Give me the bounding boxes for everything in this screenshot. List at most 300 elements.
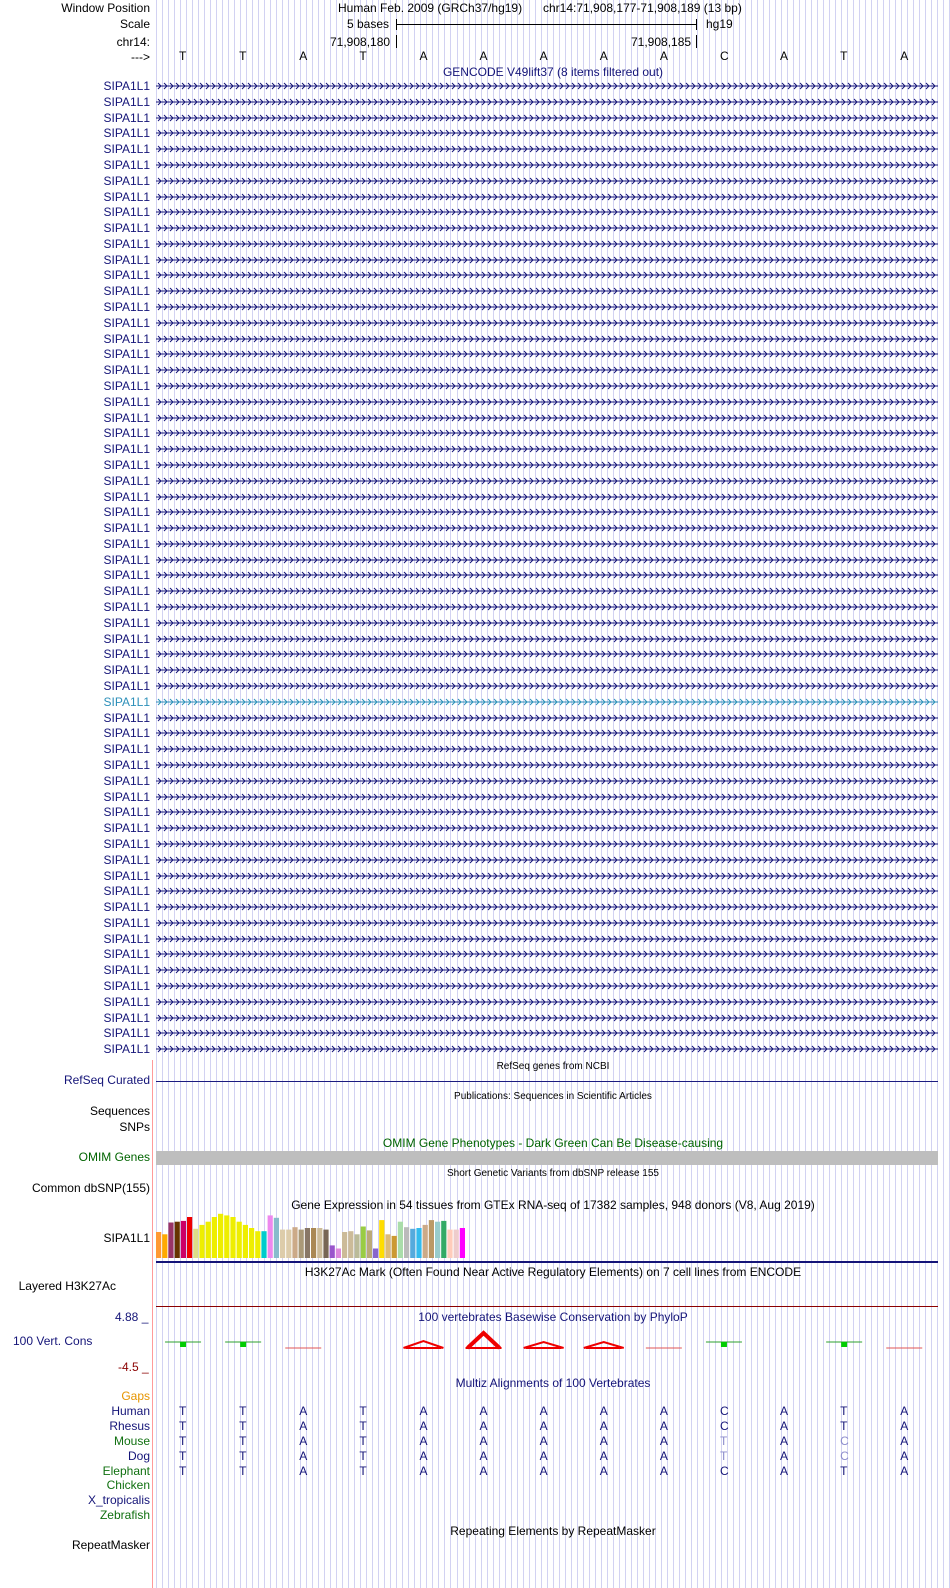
gencode-gene-label[interactable]: SIPA1L1: [103, 110, 150, 125]
gtex-tissue-bar[interactable]: [274, 1218, 279, 1258]
gencode-gene-label[interactable]: SIPA1L1: [103, 789, 150, 804]
gencode-gene-label[interactable]: SIPA1L1: [103, 284, 150, 299]
gencode-gene-label[interactable]: SIPA1L1: [103, 363, 150, 378]
gencode-gene-label[interactable]: SIPA1L1: [103, 868, 150, 883]
gencode-gene-label[interactable]: SIPA1L1: [103, 900, 150, 915]
base-letter: T: [359, 49, 367, 63]
base-letter: A: [479, 49, 488, 63]
dbsnp-track-label[interactable]: Common dbSNP(155): [31, 1181, 150, 1195]
gencode-gene-label[interactable]: SIPA1L1: [103, 931, 150, 946]
gtex-tissue-bar[interactable]: [156, 1232, 161, 1258]
species-label[interactable]: Zebrafish: [99, 1508, 150, 1523]
gencode-gene-label[interactable]: SIPA1L1: [103, 757, 150, 772]
gencode-transcript[interactable]: [156, 81, 938, 91]
gencode-transcript[interactable]: [156, 444, 938, 454]
repeatmasker-track-label[interactable]: RepeatMasker: [71, 1538, 150, 1552]
omim-track-title[interactable]: OMIM Gene Phenotypes - Dark Green Can Be Disease-causing: [382, 1136, 724, 1150]
scale-bar-right-tick: [696, 19, 697, 30]
alignment-base: A: [659, 1418, 668, 1433]
gencode-transcript[interactable]: [156, 855, 938, 865]
gtex-tissue-bar[interactable]: [224, 1215, 229, 1258]
dbsnp-track-title[interactable]: Short Genetic Variants from dbSNP release 155: [447, 1168, 659, 1179]
gtex-tissue-bar[interactable]: [317, 1228, 322, 1258]
gencode-gene-label[interactable]: SIPA1L1: [103, 647, 150, 662]
gencode-transcript[interactable]: [156, 334, 938, 344]
gencode-transcript[interactable]: [156, 397, 938, 407]
gencode-gene-label[interactable]: SIPA1L1: [103, 773, 150, 788]
gencode-gene-label[interactable]: SIPA1L1: [103, 205, 150, 220]
alignment-base: T: [359, 1463, 367, 1478]
alignment-base: A: [419, 1448, 428, 1463]
alignment-base: T: [179, 1463, 187, 1478]
gencode-transcript[interactable]: [156, 381, 938, 391]
base-letter: A: [539, 49, 548, 63]
alignment-base: A: [479, 1403, 488, 1418]
gencode-gene-label[interactable]: SIPA1L1: [103, 94, 150, 109]
gencode-gene-label[interactable]: SIPA1L1: [103, 915, 150, 930]
gtex-tissue-bar[interactable]: [460, 1228, 465, 1258]
gencode-gene-label[interactable]: SIPA1L1: [103, 521, 150, 536]
alignment-base: A: [479, 1418, 488, 1433]
base-letter: T: [239, 49, 247, 63]
alignment-base: T: [239, 1463, 247, 1478]
gtex-tissue-bar[interactable]: [447, 1230, 452, 1258]
gtex-tissue-bar[interactable]: [423, 1225, 428, 1258]
scale-text: 5 bases: [347, 17, 390, 31]
gencode-transcript[interactable]: [156, 792, 938, 802]
pubs-track-label-sequences[interactable]: Sequences: [89, 1104, 150, 1118]
gencode-gene-label[interactable]: SIPA1L1: [103, 710, 150, 725]
gtex-tissue-bar[interactable]: [193, 1229, 198, 1258]
gtex-tissue-bar[interactable]: [404, 1227, 409, 1258]
conservation-min-label: -4.5 _: [118, 1360, 149, 1374]
gtex-track-divider: [156, 1261, 938, 1263]
species-label[interactable]: Human: [111, 1403, 150, 1418]
gencode-transcript[interactable]: [156, 523, 938, 533]
gencode-gene-label[interactable]: SIPA1L1: [103, 505, 150, 520]
gtex-tissue-bar[interactable]: [398, 1222, 403, 1258]
gencode-transcript[interactable]: [156, 1013, 938, 1023]
pubs-track-title[interactable]: Publications: Sequences in Scientific Articles: [454, 1091, 652, 1102]
alignment-base: A: [299, 1418, 308, 1433]
gencode-gene-label[interactable]: SIPA1L1: [103, 1010, 150, 1025]
alignment-base: A: [780, 1433, 789, 1448]
alignment-base: C: [719, 1418, 729, 1433]
gtex-tissue-bar[interactable]: [199, 1225, 204, 1258]
alignment-base: A: [900, 1418, 909, 1433]
gtex-tissue-bar[interactable]: [230, 1217, 235, 1258]
alignment-base: A: [599, 1448, 608, 1463]
gencode-gene-label[interactable]: SIPA1L1: [103, 805, 150, 820]
alignment-base: T: [179, 1403, 187, 1418]
gencode-transcript[interactable]: [156, 902, 938, 912]
gtex-tissue-bar[interactable]: [237, 1222, 242, 1258]
phylop-mark: [225, 1342, 261, 1347]
gtex-tissue-bar[interactable]: [354, 1234, 359, 1258]
gencode-gene-label[interactable]: SIPA1L1: [103, 410, 150, 425]
gencode-gene-label[interactable]: SIPA1L1: [103, 173, 150, 188]
gencode-gene-label[interactable]: SIPA1L1: [103, 884, 150, 899]
alignment-base: T: [179, 1418, 187, 1433]
gencode-transcript[interactable]: [156, 618, 938, 628]
gencode-gene-label[interactable]: SIPA1L1: [103, 442, 150, 457]
gencode-transcript[interactable]: [156, 207, 938, 217]
gtex-tissue-bar[interactable]: [454, 1230, 459, 1258]
omim-track-label[interactable]: OMIM Genes: [78, 1150, 150, 1164]
base-letter: C: [719, 49, 729, 63]
gencode-gene-label[interactable]: SIPA1L1: [103, 189, 150, 204]
label-gutter-border: [152, 1060, 153, 1588]
gtex-tissue-bar[interactable]: [441, 1221, 446, 1258]
gencode-transcript[interactable]: [156, 302, 938, 312]
gencode-transcript[interactable]: [156, 586, 938, 596]
species-label[interactable]: X_tropicalis: [87, 1493, 150, 1508]
alignment-base: A: [659, 1433, 668, 1448]
gencode-transcript[interactable]: [156, 918, 938, 928]
gencode-gene-label[interactable]: SIPA1L1: [103, 726, 150, 741]
gtex-track-title[interactable]: Gene Expression in 54 tissues from GTEx RNA-seq of 17382 samples, 948 donors (V8, Aug 2019): [291, 1198, 815, 1212]
gtex-tissue-bar[interactable]: [392, 1236, 397, 1258]
alignment-base: C: [719, 1463, 729, 1478]
gencode-gene-label[interactable]: SIPA1L1: [103, 236, 150, 251]
gencode-gene-label[interactable]: SIPA1L1: [103, 394, 150, 409]
alignment-base: A: [599, 1433, 608, 1448]
alignment-base: A: [479, 1448, 488, 1463]
conservation-track-label[interactable]: 100 Vert. Cons: [13, 1334, 93, 1348]
gencode-gene-label[interactable]: SIPA1L1: [103, 457, 150, 472]
conservation-max-label: 4.88 _: [115, 1310, 149, 1324]
gencode-gene-label[interactable]: SIPA1L1: [103, 584, 150, 599]
gtex-tissue-bar[interactable]: [218, 1214, 223, 1258]
chrom-label: chr14:: [116, 35, 150, 49]
gencode-transcript[interactable]: [156, 649, 938, 659]
gencode-transcript[interactable]: [156, 286, 938, 296]
alignment-base: A: [419, 1433, 428, 1448]
gencode-transcript[interactable]: [156, 318, 938, 328]
refseq-track-title[interactable]: RefSeq genes from NCBI: [496, 1061, 610, 1072]
gencode-transcript[interactable]: [156, 97, 938, 107]
phylop-mark: [584, 1342, 624, 1348]
alignment-base: A: [780, 1448, 789, 1463]
alignment-base: C: [840, 1433, 849, 1448]
repeatmasker-track-title[interactable]: Repeating Elements by RepeatMasker: [450, 1524, 656, 1538]
alignment-base: C: [719, 1403, 729, 1418]
gtex-tissue-bar[interactable]: [212, 1217, 217, 1258]
species-label[interactable]: Elephant: [102, 1463, 150, 1478]
coord-left: 71,908,180: [330, 35, 391, 49]
gencode-transcript[interactable]: [156, 239, 938, 249]
gencode-gene-label[interactable]: SIPA1L1: [103, 473, 150, 488]
phylop-mark: [524, 1342, 564, 1348]
gencode-transcript[interactable]: [156, 428, 938, 438]
gencode-transcript[interactable]: [156, 981, 938, 991]
gencode-gene-label[interactable]: SIPA1L1: [103, 821, 150, 836]
gencode-gene-label[interactable]: SIPA1L1: [103, 300, 150, 315]
phylop-mark: [403, 1341, 443, 1348]
gtex-tissue-bar[interactable]: [367, 1230, 372, 1258]
gencode-transcript[interactable]: [156, 539, 938, 549]
gencode-gene-label[interactable]: SIPA1L1: [103, 631, 150, 646]
alignment-base: A: [780, 1403, 789, 1418]
gencode-transcript[interactable]: [156, 728, 938, 738]
base-letter: A: [599, 49, 608, 63]
gencode-gene-label[interactable]: SIPA1L1: [103, 221, 150, 236]
gtex-tissue-bar[interactable]: [385, 1234, 390, 1258]
species-label[interactable]: Chicken: [106, 1478, 150, 1493]
gtex-tissue-bar[interactable]: [361, 1227, 366, 1259]
gencode-transcript[interactable]: [156, 713, 938, 723]
gencode-transcript[interactable]: [156, 807, 938, 817]
gencode-gene-label[interactable]: SIPA1L1: [103, 157, 150, 172]
alignment-base: A: [299, 1433, 308, 1448]
gtex-tissue-bar[interactable]: [311, 1228, 316, 1258]
gencode-transcript[interactable]: [156, 934, 938, 944]
alignment-base: A: [299, 1463, 308, 1478]
gencode-transcript[interactable]: [156, 871, 938, 881]
phylop-mark: [826, 1342, 862, 1347]
omim-gene-bar[interactable]: [156, 1151, 938, 1165]
gtex-tissue-bar[interactable]: [373, 1249, 378, 1259]
gtex-tissue-bar[interactable]: [435, 1222, 440, 1258]
base-letter: A: [299, 49, 308, 63]
gencode-transcript[interactable]: [156, 681, 938, 691]
db-text: hg19: [706, 17, 733, 31]
gencode-transcript[interactable]: [156, 413, 938, 423]
gencode-transcript[interactable]: [156, 965, 938, 975]
alignment-base: T: [239, 1403, 247, 1418]
gencode-gene-label[interactable]: SIPA1L1: [103, 426, 150, 441]
gtex-tissue-bar[interactable]: [330, 1245, 335, 1258]
alignment-base: T: [359, 1448, 367, 1463]
alignment-base: A: [419, 1418, 428, 1433]
base-letter: A: [659, 49, 668, 63]
phylop-mark: [165, 1342, 201, 1347]
base-letter: A: [780, 49, 789, 63]
gencode-transcript[interactable]: [156, 192, 938, 202]
alignment-base: A: [539, 1433, 548, 1448]
gtex-expression-chart[interactable]: [156, 1210, 938, 1264]
gencode-transcript[interactable]: [156, 349, 938, 359]
gtex-tissue-bar[interactable]: [348, 1231, 353, 1258]
gtex-tissue-bar[interactable]: [280, 1230, 285, 1258]
gencode-transcript[interactable]: [156, 602, 938, 612]
phylop-mark: [706, 1342, 742, 1347]
gencode-transcript[interactable]: [156, 476, 938, 486]
gtex-tissue-bar[interactable]: [175, 1222, 180, 1258]
gtex-tissue-bar[interactable]: [268, 1215, 273, 1258]
gtex-tissue-bar[interactable]: [206, 1222, 211, 1258]
gencode-gene-label[interactable]: SIPA1L1: [103, 552, 150, 567]
phylop-conservation-graph[interactable]: [156, 1326, 938, 1366]
gencode-transcript[interactable]: [156, 460, 938, 470]
h3k27ac-track-label[interactable]: Layered H3K27Ac: [18, 1279, 116, 1293]
species-label[interactable]: Gaps: [121, 1389, 150, 1403]
gtex-tissue-bar[interactable]: [342, 1232, 347, 1258]
gtex-tissue-bar[interactable]: [261, 1231, 266, 1258]
gencode-gene-label[interactable]: SIPA1L1: [103, 963, 150, 978]
gencode-gene-label[interactable]: SIPA1L1: [103, 742, 150, 757]
gtex-track-label[interactable]: SIPA1L1: [103, 1231, 150, 1245]
h3k27ac-track-title[interactable]: H3K27Ac Mark (Often Found Near Active Regulatory Elements) on 7 cell lines from ENCODE: [304, 1265, 802, 1279]
gencode-transcript[interactable]: [156, 1044, 938, 1054]
gencode-transcript[interactable]: [156, 507, 938, 517]
alignment-base: A: [780, 1418, 789, 1433]
alignment-base: A: [299, 1448, 308, 1463]
gencode-transcript[interactable]: [156, 997, 938, 1007]
gtex-tissue-bar[interactable]: [416, 1228, 421, 1258]
gtex-tissue-bar[interactable]: [243, 1225, 248, 1258]
gencode-transcript[interactable]: [156, 697, 938, 707]
gencode-gene-label[interactable]: SIPA1L1: [103, 268, 150, 283]
base-letter: T: [840, 49, 848, 63]
alignment-base: A: [900, 1433, 909, 1448]
base-letter: T: [179, 49, 187, 63]
alignment-base: A: [479, 1433, 488, 1448]
alignment-base: A: [900, 1448, 909, 1463]
gencode-track-title[interactable]: GENCODE V49lift37 (8 items filtered out): [442, 65, 664, 79]
alignment-base: C: [840, 1448, 849, 1463]
alignment-base: A: [659, 1448, 668, 1463]
coord-right-tick: [696, 35, 697, 48]
gencode-gene-label[interactable]: SIPA1L1: [103, 568, 150, 583]
alignment-base: T: [179, 1433, 187, 1448]
h3k27ac-track-divider: [156, 1306, 938, 1307]
gencode-gene-label[interactable]: SIPA1L1: [103, 331, 150, 346]
gencode-gene-label[interactable]: SIPA1L1: [103, 694, 150, 709]
species-label[interactable]: Mouse: [113, 1433, 150, 1448]
alignment-base: T: [840, 1418, 848, 1433]
gtex-tissue-bar[interactable]: [181, 1221, 186, 1258]
alignment-base: A: [900, 1463, 909, 1478]
gencode-gene-label[interactable]: SIPA1L1: [103, 679, 150, 694]
gencode-transcript[interactable]: [156, 949, 938, 959]
alignment-base: A: [780, 1463, 789, 1478]
alignment-base: A: [419, 1403, 428, 1418]
scale-bar: [396, 24, 697, 25]
gencode-gene-label[interactable]: SIPA1L1: [103, 836, 150, 851]
alignment-base: A: [900, 1403, 909, 1418]
gencode-transcript[interactable]: [156, 570, 938, 580]
gencode-gene-label[interactable]: SIPA1L1: [103, 1026, 150, 1041]
base-letter: A: [900, 49, 909, 63]
gencode-gene-label[interactable]: SIPA1L1: [103, 142, 150, 157]
gencode-transcript[interactable]: [156, 665, 938, 675]
alignment-base: A: [419, 1463, 428, 1478]
gencode-gene-label[interactable]: SIPA1L1: [103, 947, 150, 962]
gencode-gene-label[interactable]: SIPA1L1: [103, 536, 150, 551]
gtex-tissue-bar[interactable]: [292, 1227, 297, 1258]
gencode-gene-label[interactable]: SIPA1L1: [103, 615, 150, 630]
gtex-tissue-bar[interactable]: [323, 1230, 328, 1258]
gencode-transcript[interactable]: [156, 886, 938, 896]
gencode-gene-label[interactable]: SIPA1L1: [103, 994, 150, 1009]
gencode-transcript[interactable]: [156, 760, 938, 770]
alignment-base: T: [840, 1403, 848, 1418]
refseq-track-label[interactable]: RefSeq Curated: [63, 1073, 150, 1087]
gtex-tissue-bar[interactable]: [299, 1230, 304, 1258]
gencode-gene-label[interactable]: SIPA1L1: [103, 852, 150, 867]
gtex-tissue-bar[interactable]: [429, 1220, 434, 1258]
gencode-transcript[interactable]: [156, 776, 938, 786]
gencode-transcript[interactable]: [156, 113, 938, 123]
gtex-tissue-bar[interactable]: [162, 1234, 167, 1258]
gtex-tissue-bar[interactable]: [255, 1231, 260, 1258]
coord-right: 71,908,185: [631, 35, 692, 49]
alignment-base: T: [719, 1448, 728, 1463]
gencode-transcript[interactable]: [156, 839, 938, 849]
species-label[interactable]: Dog: [127, 1448, 150, 1463]
refseq-gene-line[interactable]: [156, 1081, 938, 1082]
gencode-transcript[interactable]: [156, 176, 938, 186]
gtex-tissue-bar[interactable]: [286, 1230, 291, 1258]
gencode-transcript[interactable]: [156, 270, 938, 280]
gencode-gene-label[interactable]: SIPA1L1: [103, 600, 150, 615]
base-letter: A: [419, 49, 428, 63]
gencode-gene-label[interactable]: SIPA1L1: [103, 252, 150, 267]
gencode-transcript[interactable]: [156, 160, 938, 170]
alignment-base: A: [599, 1463, 608, 1478]
gencode-gene-label[interactable]: SIPA1L1: [103, 663, 150, 678]
gtex-tissue-bar[interactable]: [336, 1249, 341, 1259]
phylop-mark: [466, 1333, 502, 1348]
alignment-base: T: [719, 1433, 728, 1448]
scale-bar-left-tick: [396, 19, 397, 30]
gtex-tissue-bar[interactable]: [305, 1228, 310, 1258]
alignment-base: T: [840, 1463, 848, 1478]
gencode-gene-label[interactable]: SIPA1L1: [103, 315, 150, 330]
gencode-transcript[interactable]: [156, 1028, 938, 1038]
gtex-tissue-bar[interactable]: [379, 1220, 384, 1258]
gencode-transcript[interactable]: [156, 223, 938, 233]
gencode-transcript[interactable]: [156, 744, 938, 754]
gencode-transcript[interactable]: [156, 365, 938, 375]
multiz-track-title[interactable]: Multiz Alignments of 100 Vertebrates: [455, 1376, 651, 1390]
gencode-gene-label[interactable]: SIPA1L1: [103, 126, 150, 141]
conservation-track-title[interactable]: 100 vertebrates Basewise Conservation by PhyloP: [418, 1310, 688, 1324]
gencode-transcript[interactable]: [156, 634, 938, 644]
grid-line: [943, 0, 944, 1588]
alignment-base: A: [299, 1403, 308, 1418]
gtex-tissue-bar[interactable]: [187, 1217, 192, 1258]
alignment-base: A: [539, 1448, 548, 1463]
assembly-text: Human Feb. 2009 (GRCh37/hg19): [338, 1, 523, 15]
scale-label: Scale: [119, 17, 150, 31]
position-text[interactable]: chr14:71,908,177-71,908,189 (13 bp): [543, 1, 742, 15]
gencode-gene-label[interactable]: SIPA1L1: [103, 1042, 150, 1057]
gtex-tissue-bar[interactable]: [168, 1223, 173, 1259]
gencode-gene-label[interactable]: SIPA1L1: [103, 79, 150, 93]
gencode-gene-label[interactable]: SIPA1L1: [103, 347, 150, 362]
gtex-tissue-bar[interactable]: [410, 1229, 415, 1258]
gencode-gene-label[interactable]: SIPA1L1: [103, 379, 150, 393]
alignment-base: A: [659, 1463, 668, 1478]
alignment-base: A: [539, 1418, 548, 1433]
alignment-base: A: [539, 1403, 548, 1418]
gencode-transcript[interactable]: [156, 128, 938, 138]
window-position-label: Window Position: [61, 1, 150, 15]
alignment-base: A: [539, 1463, 548, 1478]
species-label[interactable]: Rhesus: [109, 1418, 150, 1433]
gencode-transcript[interactable]: [156, 144, 938, 154]
gencode-gene-label[interactable]: SIPA1L1: [103, 489, 150, 504]
gencode-gene-label[interactable]: SIPA1L1: [103, 979, 150, 994]
gencode-transcript[interactable]: [156, 823, 938, 833]
pubs-track-label-snps[interactable]: SNPs: [119, 1120, 150, 1134]
gencode-transcript[interactable]: [156, 492, 938, 502]
gtex-tissue-bar[interactable]: [249, 1228, 254, 1258]
gencode-transcript[interactable]: [156, 555, 938, 565]
gencode-transcript[interactable]: [156, 255, 938, 265]
